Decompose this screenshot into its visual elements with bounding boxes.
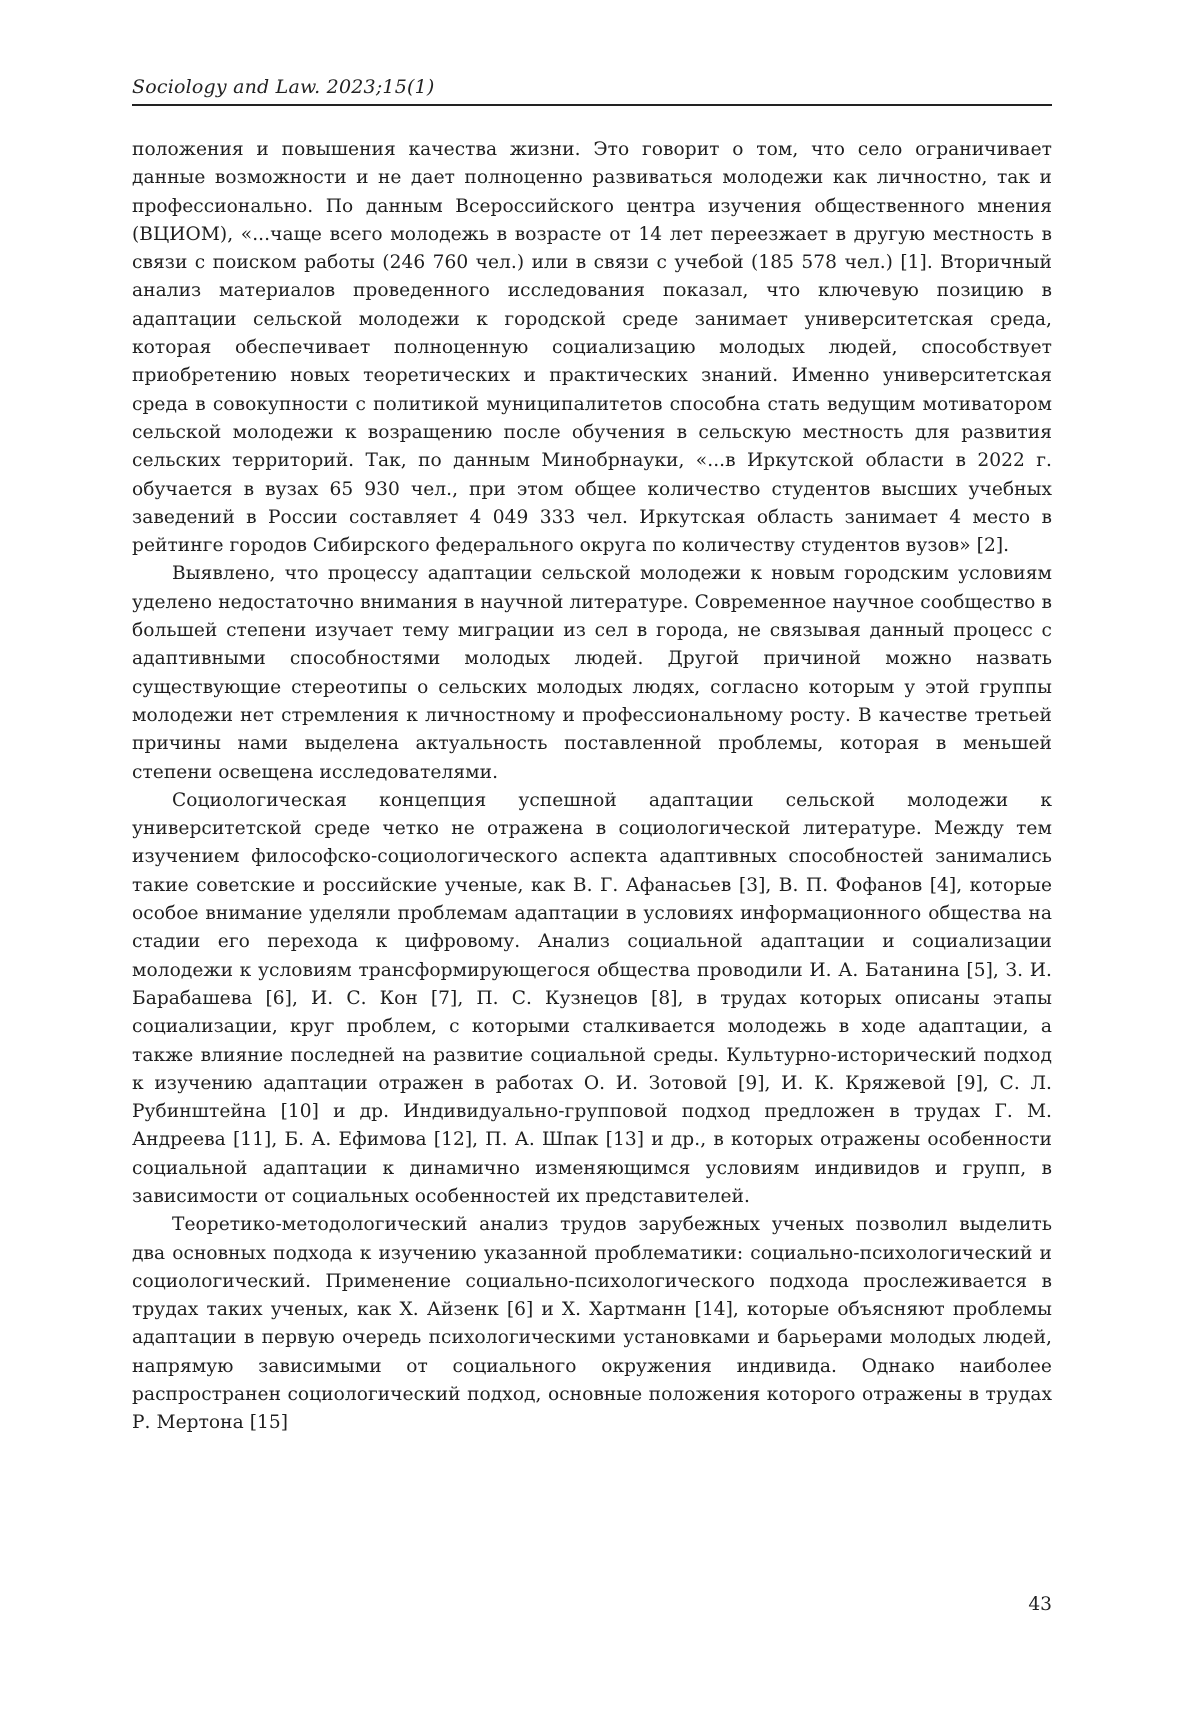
paragraph-1: положения и повышения качества жизни. Это говорит о том, что село ограничивает данные возможности и не дает полноценно развиваться молодежи как личностно, так и профессионально. По данным Всероссийского центра изучения общественного мнения (ВЦИОМ), «...чаще всего молодежь в возрасте от 14 лет переезжает в другую местность в связи с поиском работы (246 760 чел.) или в связи с учебой (185 578 чел.) [1]. Вторичный анализ материалов проведенного исследования показал, что ключевую позицию в адаптации сельской молодежи к городской среде занимает университетская среда, которая обеспечивает полноценную социализацию молодых людей, способствует приобретению новых теоретических и практических знаний. Именно университетская среда в совокупности с политикой муниципалитетов способна стать ведущим мотиватором сельской молодежи к возращению после обучения в сельскую местность для развития сельских территорий. Так, по данным Минобрнауки, «...в Иркутской области в 2022 г. обучается в вузах 65 930 чел., при этом общее количество студентов высших учебных заведений в России составляет 4 049 333 чел. Иркутская область занимает 4 место в рейтинге городов Сибирского федерального округа по количеству студентов вузов» [2].	[132, 136, 1052, 560]
article-body	[132, 136, 1052, 1438]
paragraph-3: Социологическая концепция успешной адаптации сельской молодежи к университетской среде четко не отражена в социологической литературе. Между тем изучением философско-социологического аспекта адаптивных способностей занимались такие советские и российские ученые, как В. Г. Афанасьев [3], В. П. Фофанов [4], которые особое внимание уделяли проблемам адаптации в условиях информационного общества на стадии его перехода к цифровому. Анализ социальной адаптации и социализации молодежи к условиям трансформирующегося общества проводили И. А. Батанина [5], З. И. Барабашева [6], И. С. Кон [7], П. С. Кузнецов [8], в трудах которых описаны этапы социализации, круг проблем, с которыми сталкивается молодежь в ходе адаптации, а также влияние последней на развитие социальной среды. Культурно-исторический подход к изучению адаптации отражен в работах О. И. Зотовой [9], И. К. Кряжевой [9], С. Л. Рубинштейна [10] и др. Индивидуально-групповой подход предложен в трудах Г. М. Андреева [11], Б. А. Ефимова [12], П. А. Шпак [13] и др., в которых отражены особенности социальной адаптации к динамично изменяющимся условиям индивидов и групп, в зависимости от социальных особенностей их представителей.	[132, 787, 1052, 1211]
page-number: 43	[980, 1594, 1052, 1615]
header-rule	[132, 104, 1052, 106]
paragraph-2: Выявлено, что процессу адаптации сельской молодежи к новым городским условиям уделено недостаточно внимания в научной литературе. Современное научное сообщество в большей степени изучает тему миграции из сел в города, не связывая данный процесс с адаптивными способностями молодых людей. Другой причиной можно назвать существующие стереотипы о сельских молодых людях, согласно которым у этой группы молодежи нет стремления к личностному и профессиональному росту. В качестве третьей причины нами выделена актуальность поставленной проблемы, которая в меньшей степени освещена исследователями.	[132, 560, 1052, 786]
paragraph-4: Теоретико-методологический анализ трудов зарубежных ученых позволил выделить два основных подхода к изучению указанной проблематики: социально-психологический и социологический. Применение социально-психологического подхода прослеживается в трудах таких ученых, как Х. Айзенк [6] и Х. Хартманн [14], которые объясняют проблемы адаптации в первую очередь психологическими установками и барьерами молодых людей, напрямую зависимыми от социального окружения индивида. Однако наиболее распространен социологический подход, основные положения которого отражены в трудах Р. Мертона [15]	[132, 1211, 1052, 1437]
running-header: Sociology and Law. 2023;15(1)	[132, 76, 1052, 98]
